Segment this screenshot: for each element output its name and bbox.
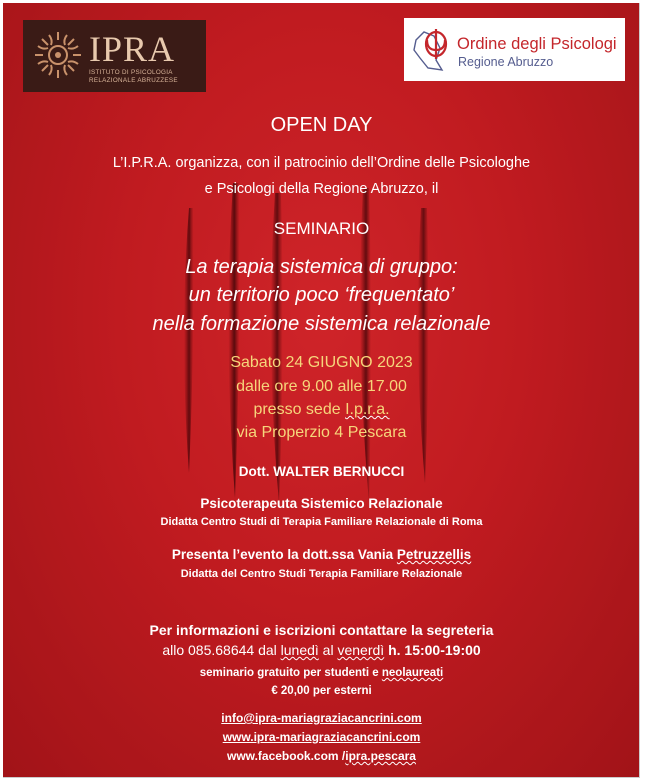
ipra-emblem-icon — [29, 26, 87, 84]
venue-name: I.p.r.a. — [345, 401, 390, 418]
intro-line-1: L’I.P.R.A. organizza, con il patrocinio dell’Ordine delle Psicologhe — [112, 155, 531, 171]
email-link[interactable]: info@ipra-mariagraziacancrini.com — [221, 711, 422, 725]
presenter-line — [3, 547, 640, 562]
ordine-name: Ordine degli Psicologi — [457, 35, 617, 53]
facebook-link-handle: ipra.pescara — [345, 749, 416, 763]
speaker-affiliation: Didatta Centro Studi di Terapia Familiare Relazionale di Roma — [160, 516, 483, 528]
phone-hours: h. 15:00-19:00 — [384, 642, 481, 658]
event-date: Sabato 24 GIUGNO 2023 — [230, 354, 413, 371]
ipra-subtitle-line-2: RELAZIONALE ABRUZZESE — [89, 77, 178, 84]
external-fee: € 20,00 per esterni — [271, 685, 372, 697]
ordine-region: Regione Abruzzo — [458, 55, 554, 69]
phone-prefix: allo 085.68644 dal — [162, 642, 281, 658]
facebook-link-row — [3, 749, 640, 763]
ordine-psicologi-logo — [404, 18, 625, 81]
phone-lunedi: lunedì — [280, 642, 319, 658]
event-address: via Properzio 4 Pescara — [236, 424, 407, 441]
website-link[interactable]: www.ipra-mariagraziacancrini.com — [222, 730, 421, 744]
venue-prefix: presso sede — [253, 401, 346, 418]
facebook-link-prefix: www.facebook.com / — [227, 749, 346, 763]
speaker-name: Dott. WALTER BERNUCCI — [238, 464, 405, 479]
email-link-row — [3, 711, 640, 725]
free-for-students — [3, 667, 640, 679]
event-venue — [3, 401, 640, 419]
facebook-link[interactable] — [227, 749, 416, 763]
seminar-title-line-3: nella formazione sistemica relazionale — [152, 313, 491, 335]
seminar-title-line-2: un territorio poco ‘frequentato’ — [188, 284, 455, 306]
presenter-prefix: Presenta l’evento la dott.ssa Vania — [171, 547, 397, 562]
intro-line-2: e Psicologi della Regione Abruzzo, il — [204, 181, 439, 197]
ipra-subtitle-line-1: ISTITUTO DI PSICOLOGIA — [89, 69, 173, 76]
open-day-heading: OPEN DAY — [270, 114, 373, 136]
seminar-title-line-1: La terapia sistemica di gruppo: — [185, 256, 458, 278]
ipra-logo — [23, 20, 206, 92]
phone-venerdi: venerdì — [337, 642, 385, 658]
event-poster — [3, 3, 640, 778]
presenter-surname: Petruzzellis — [396, 547, 472, 562]
ordine-psi-icon — [410, 26, 454, 74]
phone-line — [3, 642, 640, 658]
ipra-subtitle — [89, 69, 204, 85]
event-hours: dalle ore 9.00 alle 17.00 — [236, 378, 407, 395]
free-neolaureati: neolaureati — [381, 667, 444, 679]
phone-al: al — [318, 642, 338, 658]
seminario-label: SEMINARIO — [273, 219, 370, 238]
free-prefix: seminario gratuito per studenti e — [199, 667, 382, 679]
speaker-role: Psicoterapeuta Sistemico Relazionale — [200, 496, 443, 511]
info-line: Per informazioni e iscrizioni contattare la segreteria — [149, 622, 494, 638]
website-link-row — [3, 730, 640, 744]
presenter-affiliation: Didatta del Centro Studi Terapia Familiare Relazionale — [180, 568, 463, 580]
ipra-name: IPRA — [89, 29, 176, 69]
